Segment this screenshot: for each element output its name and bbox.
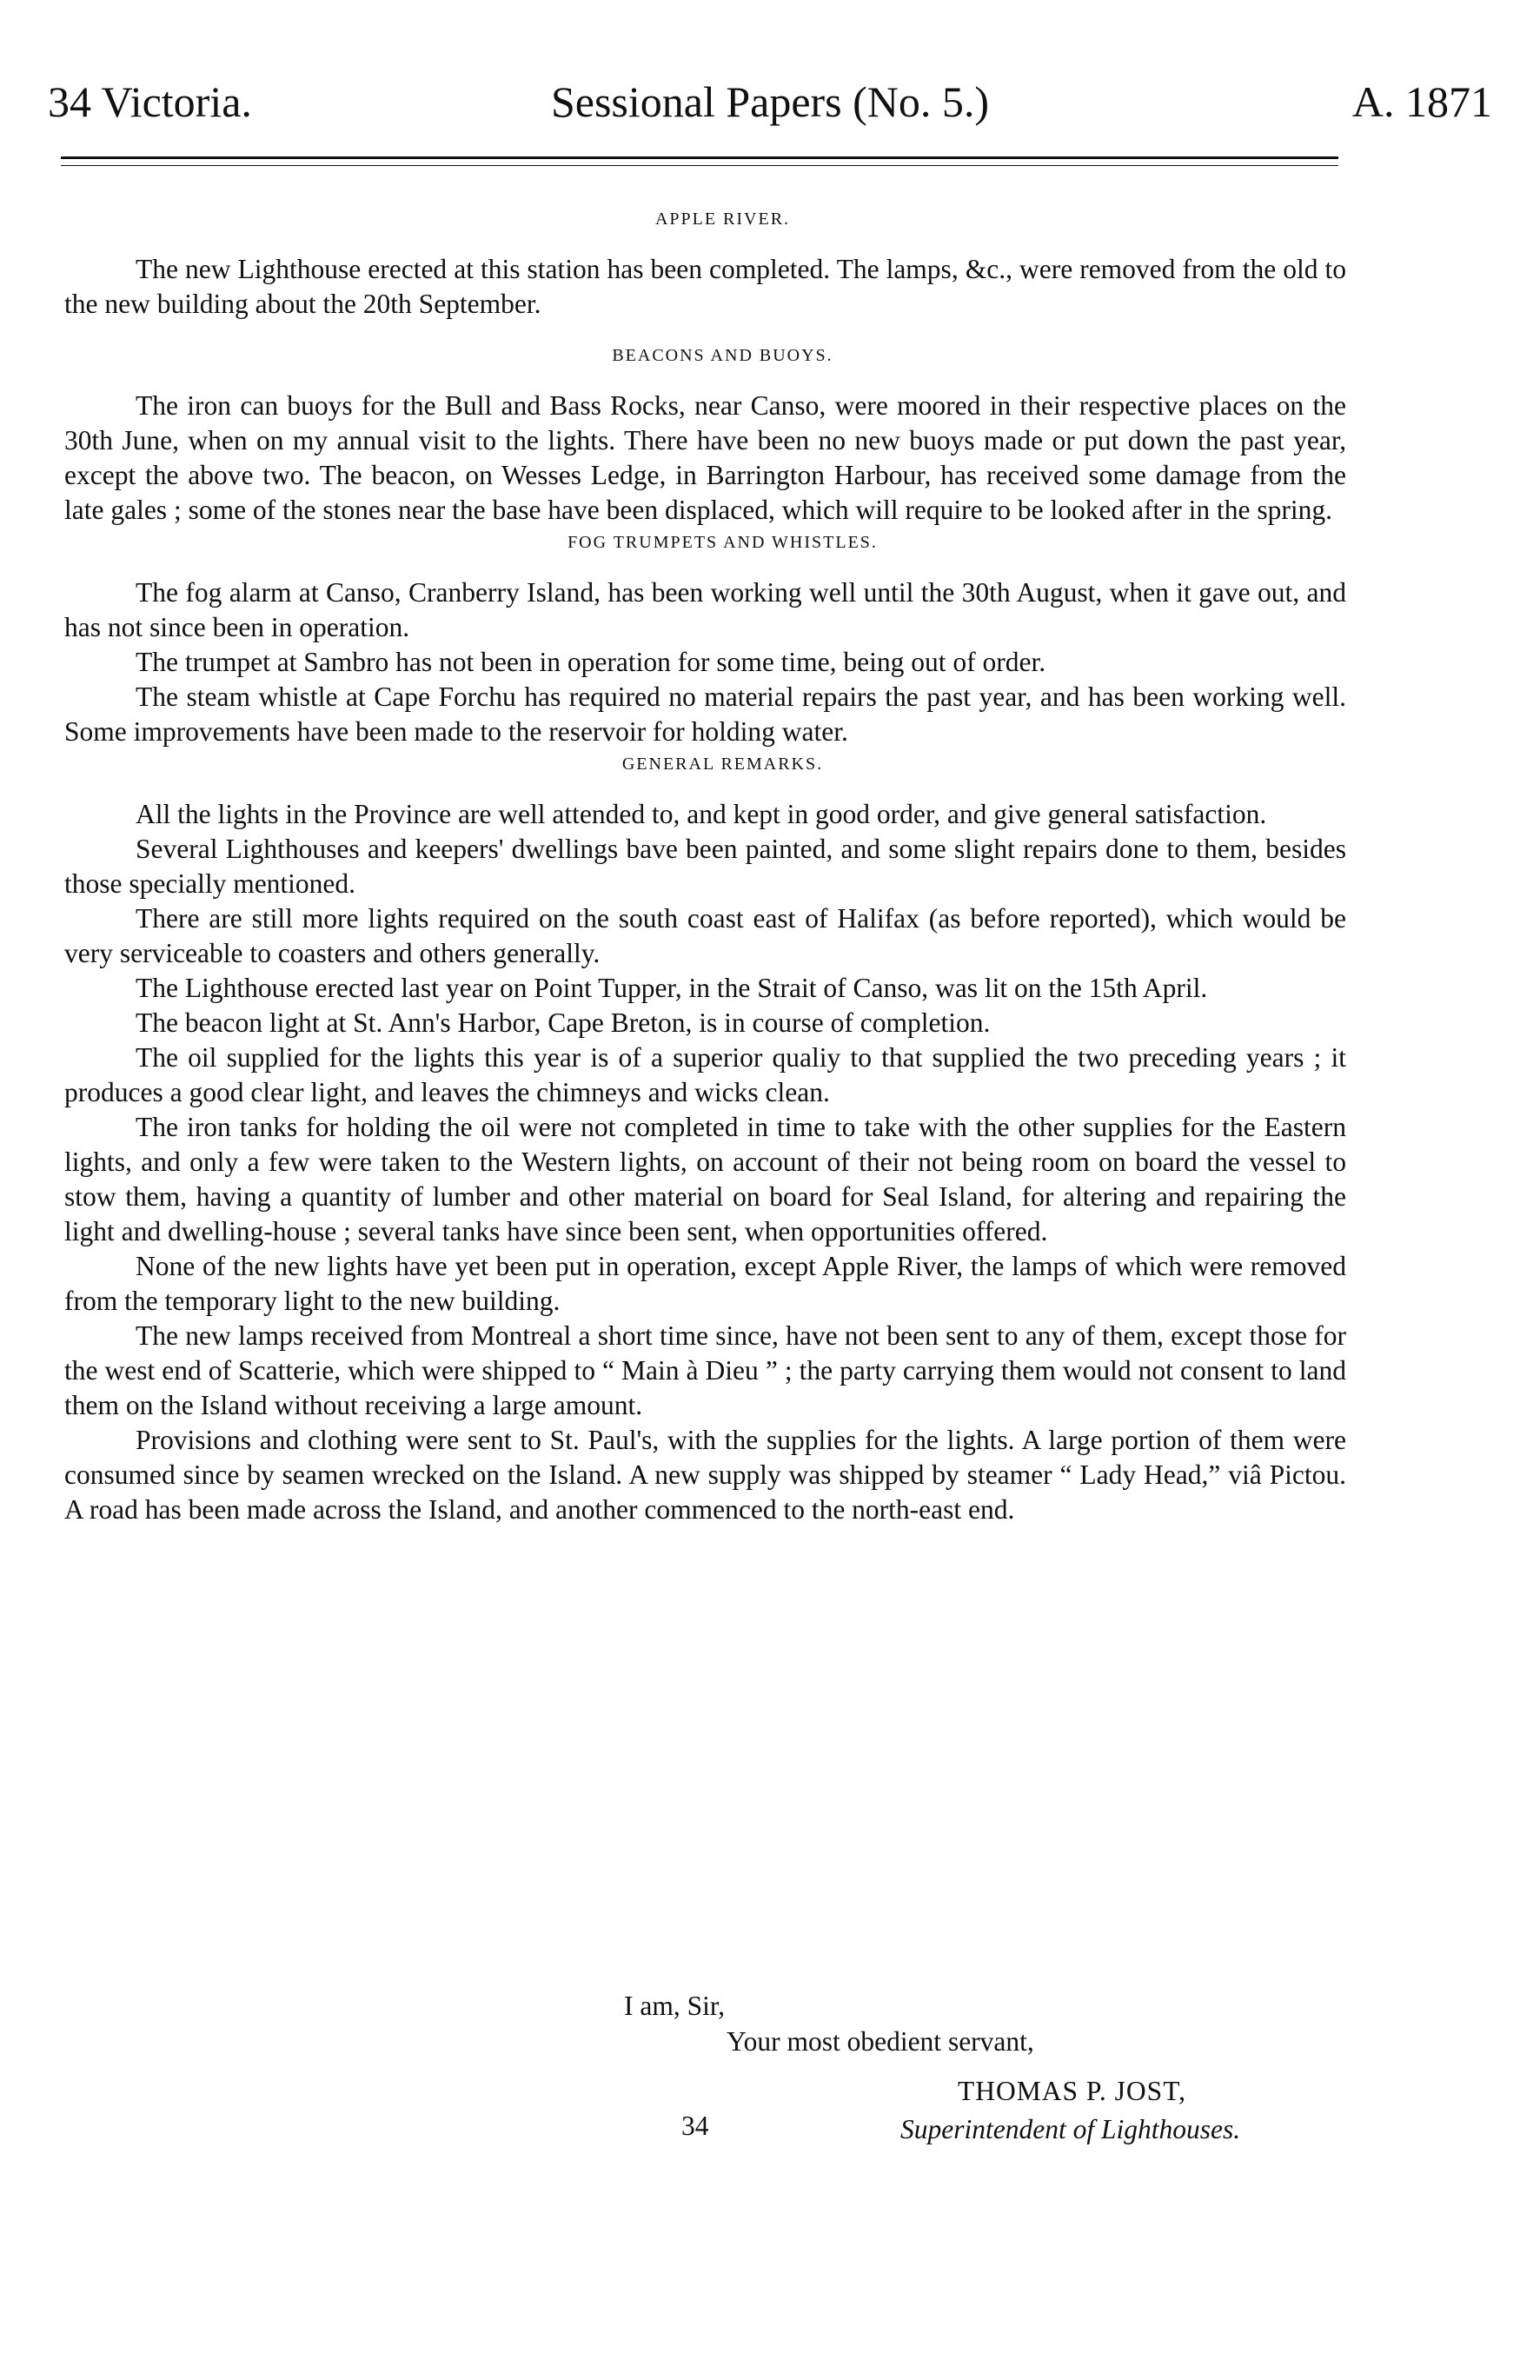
section-heading: FOG TRUMPETS AND WHISTLES. xyxy=(568,533,878,552)
paragraph: The beacon light at St. Ann's Harbor, Cape Breton, is in course of completion. xyxy=(136,1007,991,1038)
salutation: I am, Sir, xyxy=(624,1991,725,2021)
paragraph: The new Lighthouse erected at this station has been completed. The lamps, &c., were removed from the old to the new building about the 20th September. xyxy=(64,254,1346,319)
body-text xyxy=(64,207,1346,1527)
header-year: A. 1871 xyxy=(1351,77,1492,126)
paragraph: The trumpet at Sambro has not been in operation for some time, being out of order. xyxy=(136,647,1046,677)
paragraph: The iron can buoys for the Bull and Bass Rocks, near Canso, were moored in their respective places on the 30th June, when on my annual visit to the lights. There have been no new buoys made or put down the past year, except the above two. The beacon, on Wesses Ledge, in Barrington Harbour, has received some damage from the late gales ; some of the stones near the base have been displaced, which will require to be looked after in the spring. xyxy=(64,390,1346,525)
paragraph: The fog alarm at Canso, Cranberry Island, has been working well until the 30th August, when it gave out, and has not since been in operation. xyxy=(64,577,1346,642)
paragraph: The oil supplied for the lights this year is of a superior qualiy to that supplied the two preceding years ; it produces a good clear light, and leaves the chimneys and wicks clean. xyxy=(64,1042,1346,1107)
section-fog-trumpets xyxy=(64,530,1346,749)
section-beacons-and-buoys xyxy=(64,343,1346,528)
paragraph: None of the new lights have yet been put in operation, except Apple River, the lamps of which were removed from the temporary light to the new building. xyxy=(64,1251,1346,1316)
section-general-remarks xyxy=(64,752,1346,1527)
header-rule-thin xyxy=(61,165,1338,166)
paragraph: The iron tanks for holding the oil were not completed in time to take with the other supplies for the Eastern lights, and only a few were taken to the Western lights, on account of their not being room on board the vessel to stow them, having a quantity of lumber and other material on board for Seal Island, for altering and repairing the light and dwelling-house ; several tanks have since been sent, when opportunities offered. xyxy=(64,1112,1346,1247)
header-volume: 34 Victoria. xyxy=(48,77,252,126)
paragraph: The Lighthouse erected last year on Point Tupper, in the Strait of Canso, was lit on the 15th April. xyxy=(136,973,1208,1003)
valediction: Your most obedient servant, xyxy=(727,2026,1034,2057)
paragraph: There are still more lights required on the south coast east of Halifax (as before reported), which would be very serviceable to coasters and others generally. xyxy=(64,903,1346,968)
signatory-name: THOMAS P. JOST, xyxy=(958,2076,1186,2106)
section-heading: BEACONS AND BUOYS. xyxy=(612,346,833,365)
page-number: 34 xyxy=(681,2111,709,2141)
paragraph: Provisions and clothing were sent to St. Paul's, with the supplies for the lights. A large portion of them were consumed since by seamen wrecked on the Island. A new supply was shipped by steamer “ Lady Head,” viâ Pictou. A road has been made across the Island, and another commenced to the north-east end. xyxy=(64,1425,1346,1525)
signatory-title: Superintendent of Lighthouses. xyxy=(900,2114,1241,2144)
paragraph: The steam whistle at Cape Forchu has required no material repairs the past year, and has been working well. Some improvements have been made to the reservoir for holding water. xyxy=(64,681,1346,747)
paragraph: All the lights in the Province are well attended to, and kept in good order, and give general satisfaction. xyxy=(136,799,1267,829)
header-title: Sessional Papers (No. 5.) xyxy=(550,77,990,126)
section-heading: APPLE RIVER. xyxy=(654,209,791,229)
paragraph: Several Lighthouses and keepers' dwellings bave been painted, and some slight repairs done to them, besides those specially mentioned. xyxy=(64,834,1346,899)
paragraph: The new lamps received from Montreal a short time since, have not been sent to any of them, except those for the west end of Scatterie, which were shipped to “ Main à Dieu ” ; the party carrying them would not consent to land them on the Island without receiving a large amount. xyxy=(64,1320,1346,1420)
page-header xyxy=(48,76,1492,137)
section-apple-river xyxy=(64,207,1346,322)
header-rule-thick xyxy=(61,156,1338,159)
section-heading: GENERAL REMARKS. xyxy=(621,755,824,774)
